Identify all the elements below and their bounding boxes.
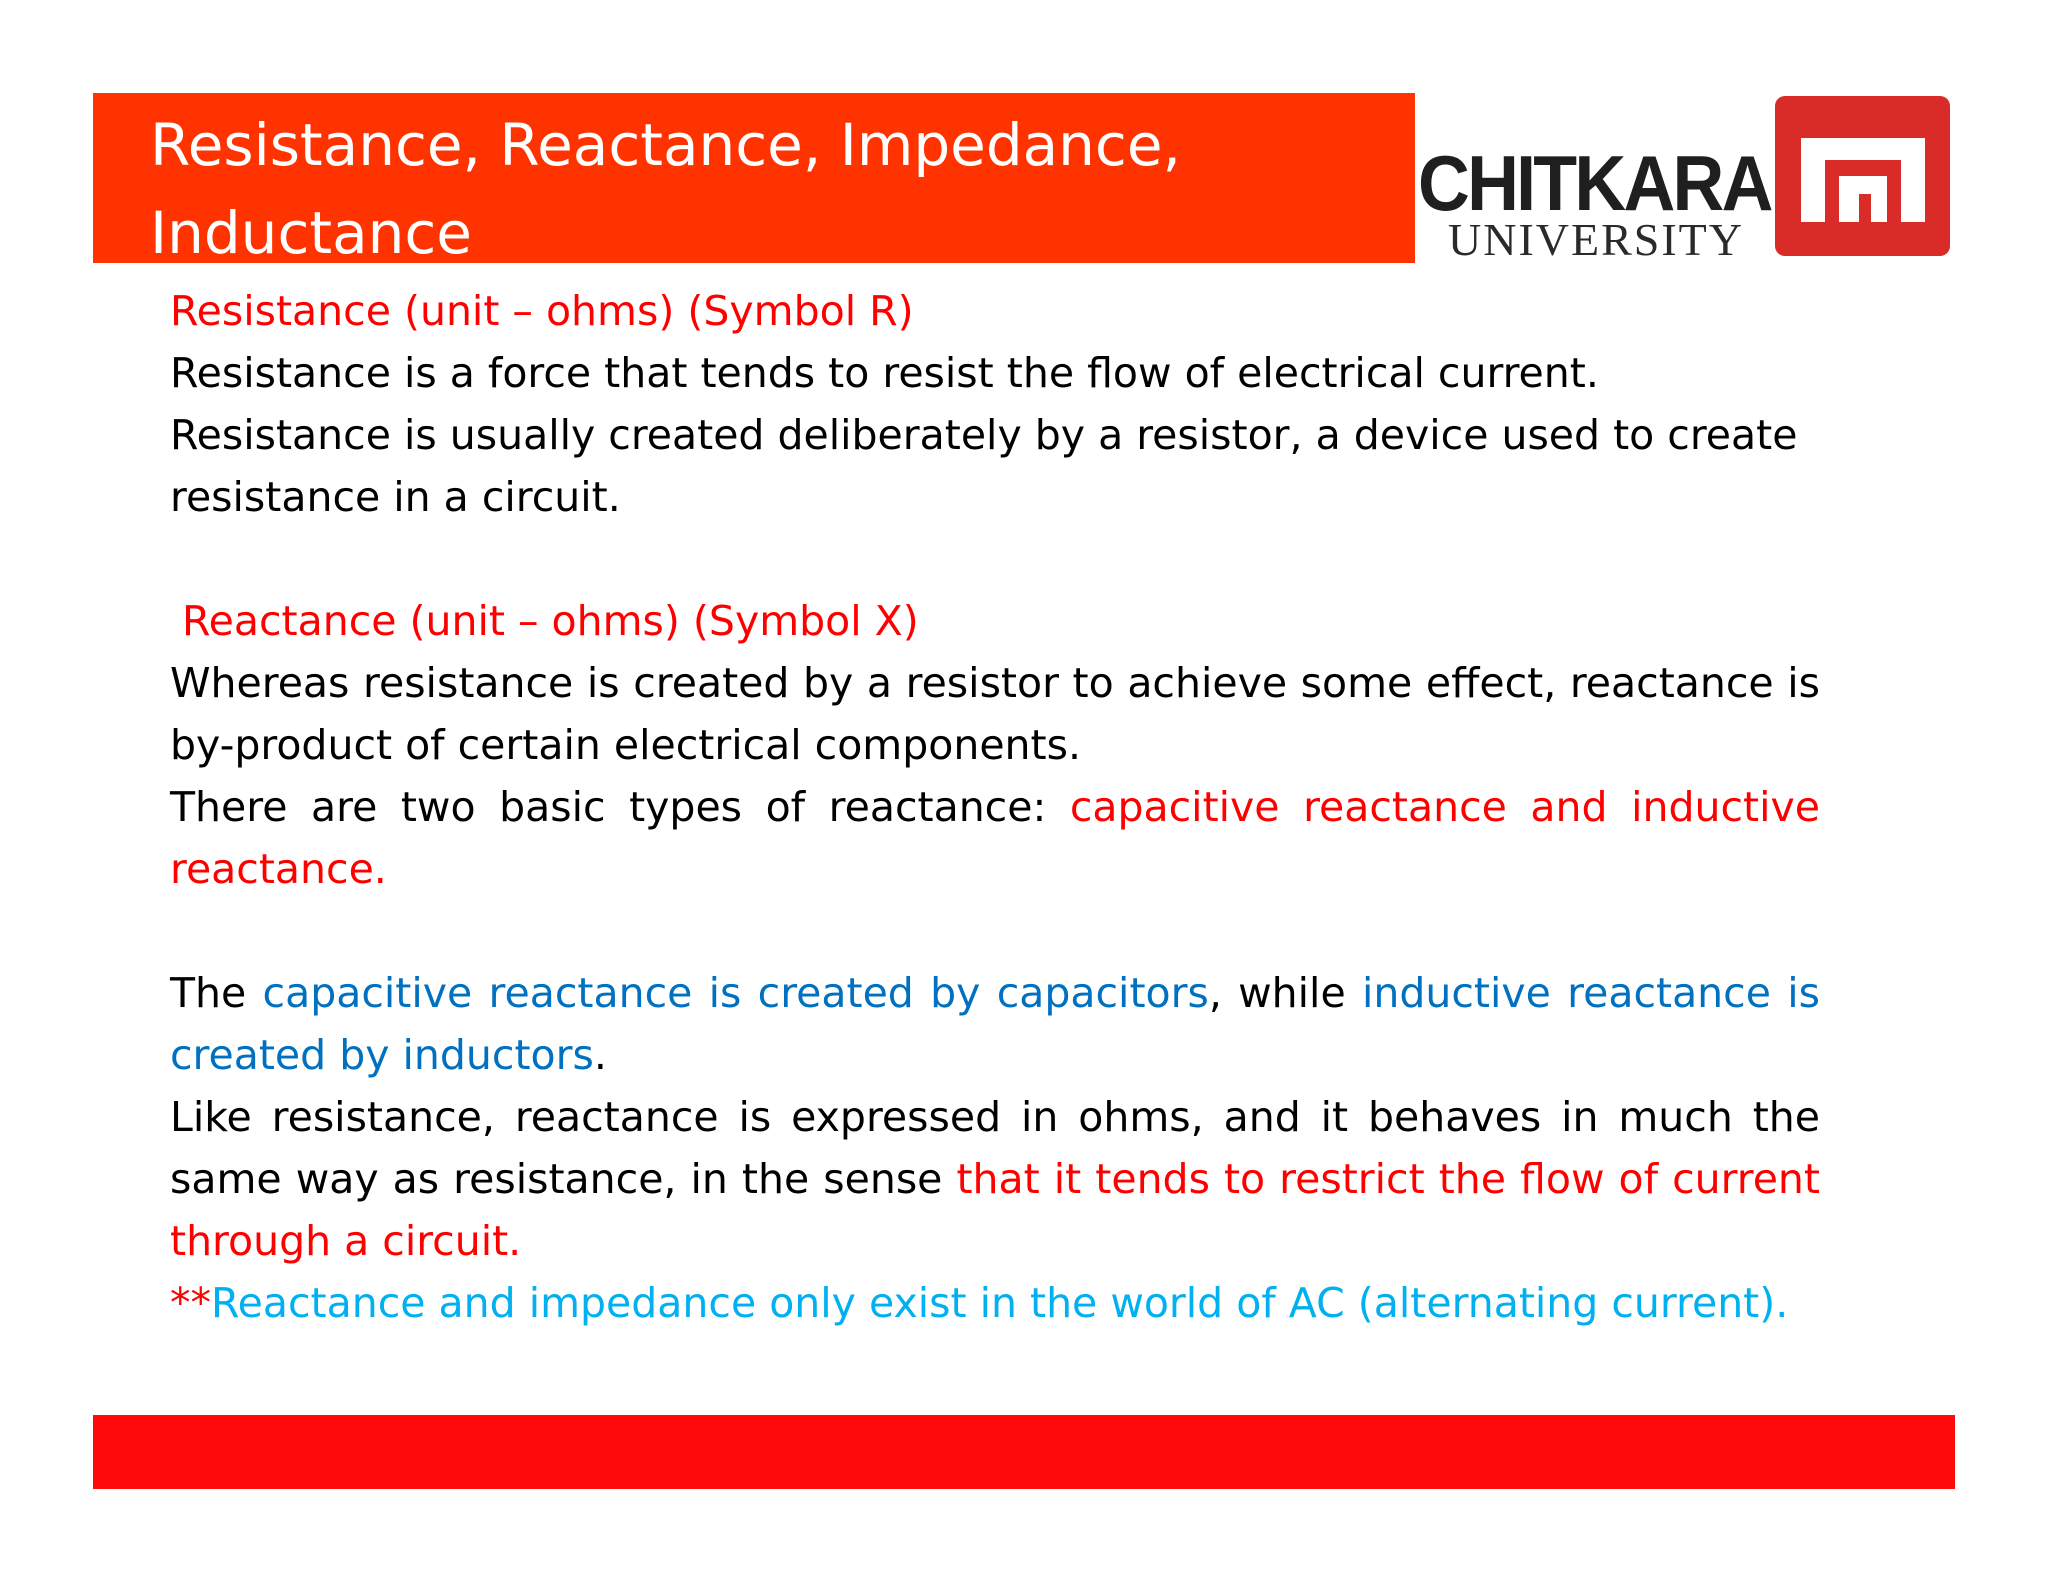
ac-note xyxy=(170,1272,1820,1334)
spacer xyxy=(170,900,1820,962)
behavior-text: Like resistance, reactance is expressed in ohms, and it behaves in much the same way as resistance, in the sense xyxy=(170,1093,1820,1203)
note-stars: ** xyxy=(170,1279,211,1327)
slide-body xyxy=(170,280,1820,1334)
reactance-types-text: There are two basic types of reactance: xyxy=(170,783,1070,831)
spacer xyxy=(170,528,1820,590)
reactance-types-highlight: capacitive reactance and inductive reactance. xyxy=(170,783,1821,893)
sources-end: . xyxy=(593,1031,607,1079)
logo-text: CHITKARA xyxy=(1418,139,1771,227)
sources-the: The xyxy=(170,969,263,1017)
reactance-types xyxy=(170,776,1820,900)
behavior-highlight: that it tends to restrict the flow of current through a circuit. xyxy=(170,1155,1820,1265)
reactance-definition: Whereas resistance is created by a resistor to achieve some effect, reactance is by-product of certain electrical components. xyxy=(170,659,1820,769)
reactance-heading: Reactance (unit – ohms) (Symbol X) xyxy=(182,597,919,645)
logo-subtext: UNIVERSITY xyxy=(1448,214,1744,265)
resistance-definition: Resistance is a force that tends to resist the flow of electrical current. xyxy=(170,349,1599,397)
slide-title-line-1: Resistance, Reactance, Impedance, xyxy=(150,111,1181,179)
chitkara-logo xyxy=(1418,93,1953,263)
capacitive-source-highlight: capacitive reactance is created by capacitors xyxy=(262,969,1209,1017)
slide-title-line-2: Inductance xyxy=(150,199,472,267)
inductive-source-highlight: inductive reactance is created by inductors xyxy=(170,969,1820,1079)
logo-mark-icon xyxy=(1775,96,1950,256)
reactance-sources xyxy=(170,962,1820,1086)
note-text: Reactance and impedance only exist in the world of AC (alternating current). xyxy=(211,1279,1789,1327)
resistance-description: Resistance is usually created deliberately by a resistor, a device used to create resistance in a circuit. xyxy=(170,411,1798,521)
sources-while: , while xyxy=(1208,969,1362,1017)
resistance-heading: Resistance (unit – ohms) (Symbol R) xyxy=(170,287,914,335)
reactance-behavior xyxy=(170,1086,1820,1272)
footer-bar xyxy=(93,1415,1955,1489)
